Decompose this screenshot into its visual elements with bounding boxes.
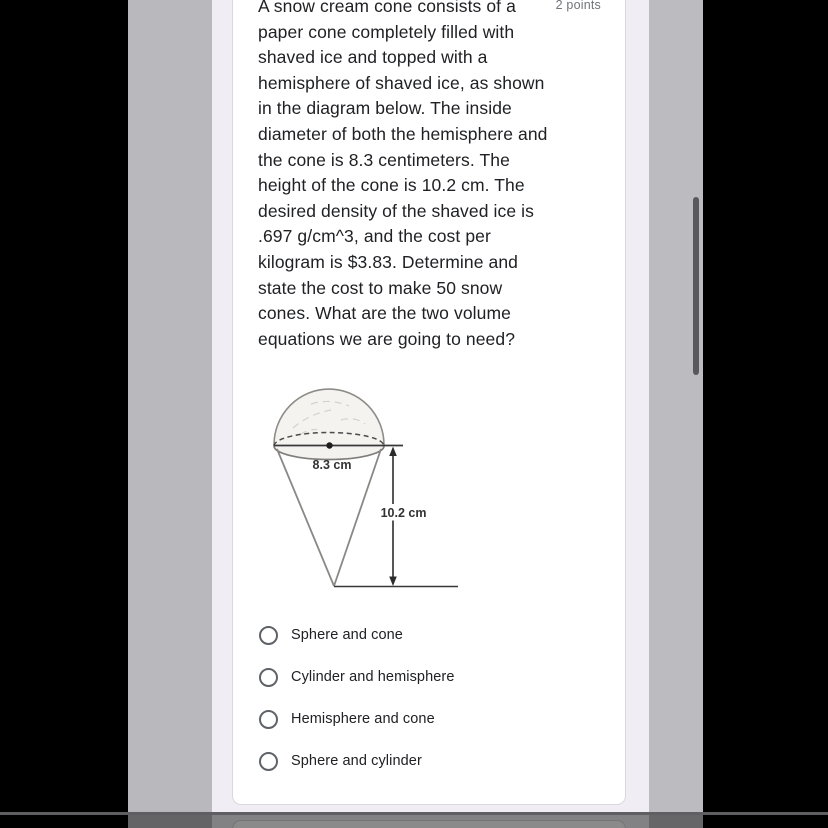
arrow-down-icon (389, 577, 397, 587)
screen-edge-left (128, 0, 212, 828)
answer-options (258, 614, 598, 782)
question-text-line: paper cone completely filled with (258, 21, 515, 42)
question-text-line: kilogram is $3.83. Determine and (258, 251, 518, 272)
radio-option-cylinder-and-hemisphere[interactable] (258, 656, 598, 698)
scrollbar-thumb[interactable] (693, 197, 699, 375)
question-text-line: A snow cream cone consists of a (258, 0, 516, 16)
question-text-line: cones. What are the two volume (258, 303, 511, 324)
radio-option-label: Sphere and cylinder (291, 753, 422, 769)
radio-option-sphere-and-cylinder[interactable] (258, 740, 598, 782)
question-text-line: in the diagram below. The inside (258, 98, 512, 119)
radio-option-hemisphere-and-cone[interactable] (258, 698, 598, 740)
question-card (232, 0, 626, 805)
question-text-line: the cone is 8.3 centimeters. The (258, 149, 510, 170)
cone-hemisphere-figure (253, 376, 473, 606)
question-text-line: diameter of both the hemisphere and (258, 123, 548, 144)
radio-option-label: Hemisphere and cone (291, 711, 435, 727)
question-text-line: .697 g/cm^3, and the cost per (258, 226, 491, 247)
question-text (258, 0, 568, 352)
height-label: 10.2 cm (380, 506, 427, 520)
radio-button-icon[interactable] (259, 710, 278, 729)
radio-option-label: Cylinder and hemisphere (291, 669, 455, 685)
question-diagram (253, 376, 473, 606)
question-text-line: desired density of the shaved ice is (258, 200, 534, 221)
radio-option-label: Sphere and cone (291, 627, 403, 643)
question-text-line: shaved ice and topped with a (258, 47, 488, 68)
arrow-up-icon (389, 447, 397, 457)
center-dot (326, 442, 332, 448)
question-text-line: state the cost to make 50 snow (258, 277, 503, 298)
question-text-line: height of the cone is 10.2 cm. The (258, 175, 525, 196)
radio-button-icon[interactable] (259, 668, 278, 687)
screen-edge-right (649, 0, 703, 828)
video-progress-line (0, 812, 828, 815)
points-badge: 2 points (555, 0, 601, 12)
radio-button-icon[interactable] (259, 752, 278, 771)
question-text-line: hemisphere of shaved ice, as shown (258, 72, 545, 93)
question-text-line: equations we are going to need? (258, 328, 516, 349)
diameter-label: 8.3 cm (312, 458, 352, 472)
radio-option-sphere-and-cone[interactable] (258, 614, 598, 656)
radio-button-icon[interactable] (259, 626, 278, 645)
